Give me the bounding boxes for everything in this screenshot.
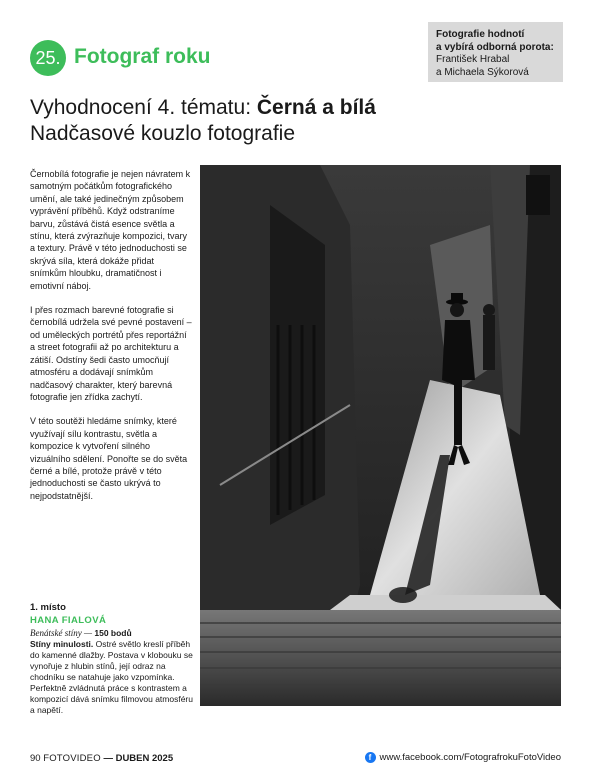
facebook-link[interactable] — [365, 752, 561, 763]
photo-title: Benátské stíny — — [30, 628, 92, 638]
photo-title-line — [30, 628, 194, 639]
section-number-badge: 25. — [30, 40, 66, 76]
jury-member-2: a Michaela Sýkorová — [436, 66, 529, 78]
winner-caption — [30, 602, 194, 716]
winner-place: 1. místo — [30, 602, 66, 613]
winner-caption-text — [30, 639, 194, 716]
winner-name: HANA FIALOVÁ — [30, 615, 107, 626]
facebook-url[interactable]: www.facebook.com/FotografrokuFotoVideo — [379, 752, 561, 763]
headline-topic: Černá a bílá — [256, 96, 376, 119]
caption-lead: Stíny minulosti. — [30, 639, 94, 649]
jury-member-1: František Hrabal — [436, 54, 510, 65]
page-number: 90 — [30, 753, 41, 764]
winning-photo — [200, 165, 561, 706]
headline-prefix: Vyhodnocení 4. tématu: — [30, 96, 257, 119]
caption-text: Ostré světlo kreslí příběh do kamenné dlažby. Postava v klobouku se vynořuje z hlubin stínů, její odraz na chodníku se natahuje jako vzpomínka. Perfektně zvládnutá práce s kontrastem a kompozicí dává snímku filmovou atmosféru a napětí. — [30, 639, 193, 715]
page-subtitle: Nadčasové kouzlo fotografie — [30, 122, 295, 145]
body-paragraph-1: Černobílá fotografie je nejen návratem k samotným počátkům fotografického umění, ale také jedinečným způsobem vyprávění příběhů. Když odstraníme barvu, zůstává čistá esence světla a stínu, která zvýrazňuje kompozici, tvary a textury. Právě v této jednoduchosti se skrývá síla, která dokáže přidat snímkům hloubku, dramatičnost i emotivní náboj. — [30, 169, 191, 291]
section-title: Fotograf roku — [74, 45, 211, 68]
winner-points: 150 bodů — [94, 628, 132, 638]
jury-box — [428, 22, 563, 82]
body-paragraph-2: I přes rozmach barevné fotografie si černobílá udržela své pevné postavení – od uměleckých portrétů přes reportážní a street fotografii až po architekturu a zátiší. Odstíny šedi často umocňují atmosféru a dodávají snímkům nadčasový charakter, který barevná fotografie jen zřídka zachytí. — [30, 305, 192, 402]
page-footer — [30, 753, 173, 764]
page-title — [30, 94, 376, 122]
facebook-icon: f — [365, 752, 376, 763]
article-body — [30, 168, 192, 514]
issue-label: — DUBEN 2025 — [103, 753, 174, 764]
magazine-name: FOTOVIDEO — [43, 753, 101, 764]
body-paragraph-3: V této soutěži hledáme snímky, které využívají sílu kontrastu, světla a kompozice k vytvoření silného vizuálního sdělení. Ponořte se do světa černé a bílé, protože právě v této jednoduchosti se často ukrývá to nejpodstatnější. — [30, 416, 188, 501]
jury-heading-line2: a vybírá odborná porota: — [436, 41, 554, 53]
jury-heading-line1: Fotografie hodnotí — [436, 29, 525, 40]
